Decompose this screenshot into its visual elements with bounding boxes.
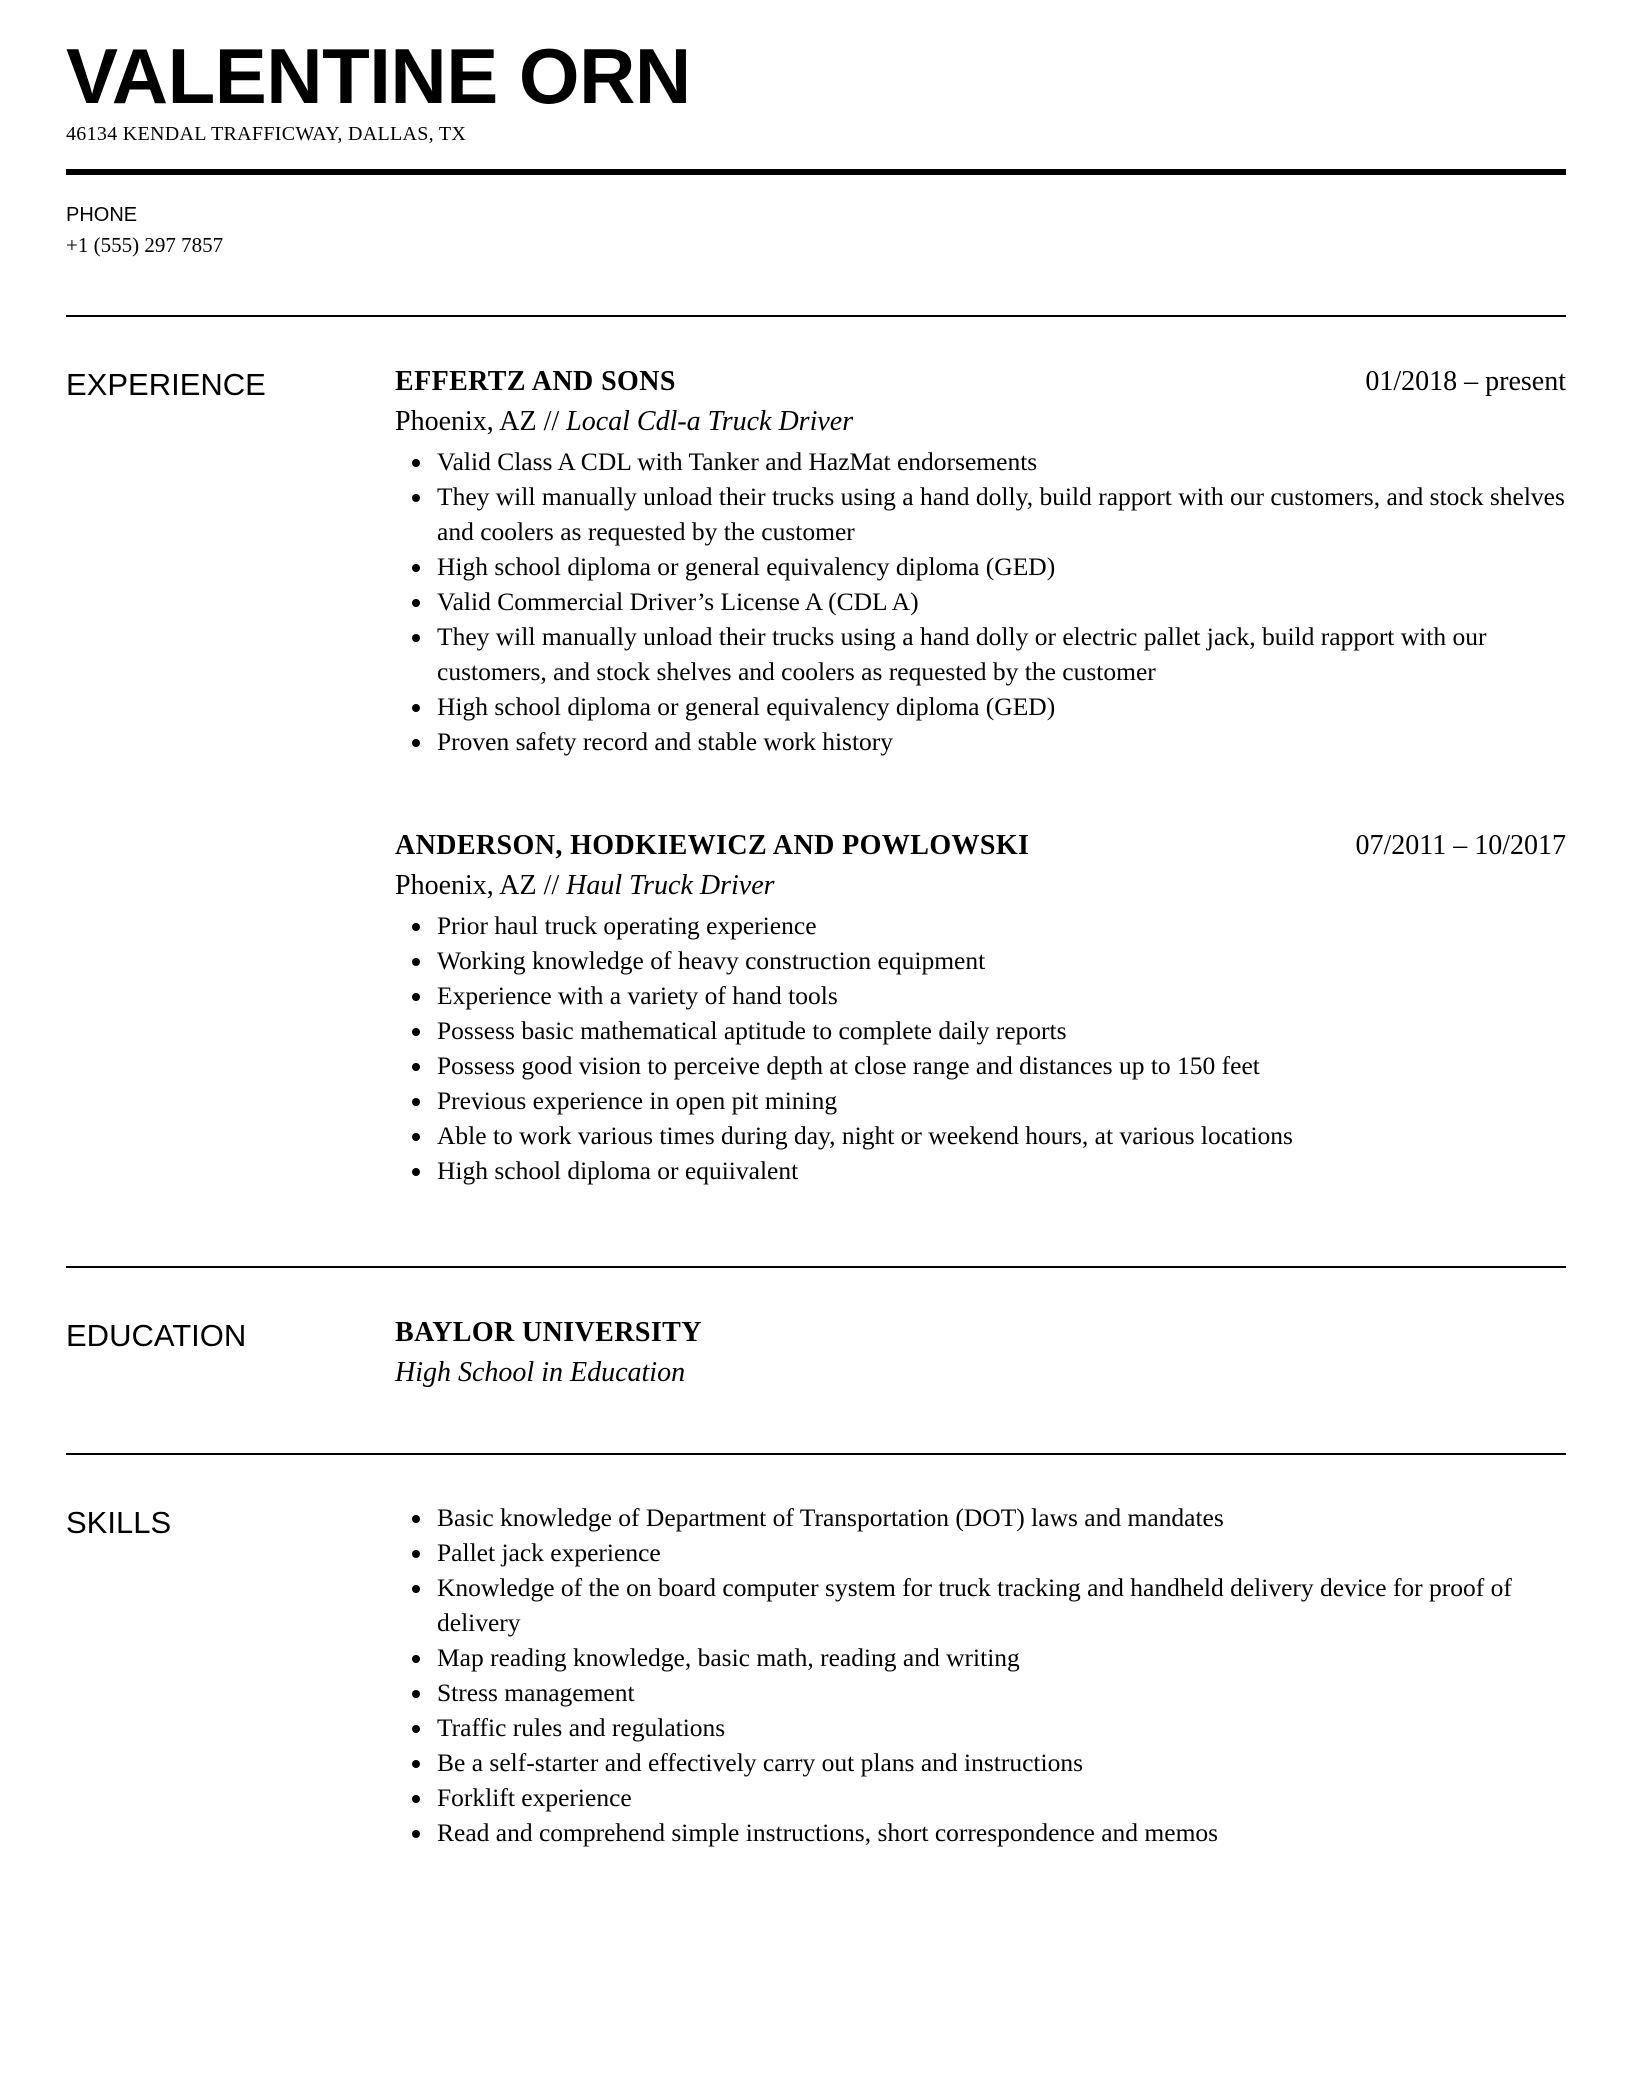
skill-item: Pallet jack experience (437, 1535, 1566, 1570)
education-entry (395, 1313, 1566, 1393)
education-divider (66, 1453, 1566, 1455)
experience-heading: EXPERIENCE (66, 367, 266, 402)
job-bullet: Possess basic mathematical aptitude to complete daily reports (437, 1013, 1566, 1048)
job-bullet: Possess good vision to perceive depth at close range and distances up to 150 feet (437, 1048, 1566, 1083)
job-bullet: They will manually unload their trucks using a hand dolly or electric pallet jack, build rapport with our customers, and stock shelves and coolers as requested by the customer (437, 619, 1566, 689)
job-bullets (395, 908, 1566, 1188)
job-entry (395, 826, 1566, 1188)
candidate-name: VALENTINE ORN (66, 32, 691, 120)
job-dates: 07/2011 – 10/2017 (1355, 830, 1566, 861)
school-name: BAYLOR UNIVERSITY (395, 1317, 702, 1348)
skill-item: Be a self-starter and effectively carry out plans and instructions (437, 1745, 1566, 1780)
skill-item: Knowledge of the on board computer system for truck tracking and handheld delivery device for proof of delivery (437, 1570, 1566, 1640)
job-bullet: Working knowledge of heavy construction equipment (437, 943, 1566, 978)
skills-list (395, 1500, 1566, 1850)
job-bullet: High school diploma or equiivalent (437, 1153, 1566, 1188)
job-bullet: High school diploma or general equivalency diploma (GED) (437, 689, 1566, 724)
contact-divider (66, 315, 1566, 317)
skill-item: Basic knowledge of Department of Transportation (DOT) laws and mandates (437, 1500, 1566, 1535)
job-bullet: Valid Commercial Driver’s License A (CDL A) (437, 584, 1566, 619)
job-bullet: They will manually unload their trucks using a hand dolly, build rapport with our customers, and stock shelves and coolers as requested by the customer (437, 479, 1566, 549)
education-header (395, 1313, 1566, 1353)
job-bullet: Proven safety record and stable work history (437, 724, 1566, 759)
experience-divider (66, 1266, 1566, 1268)
job-header (395, 362, 1566, 402)
job-bullet: Previous experience in open pit mining (437, 1083, 1566, 1118)
degree: High School in Education (395, 1357, 686, 1388)
job-company: EFFERTZ AND SONS (395, 366, 676, 397)
job-bullet: Valid Class A CDL with Tanker and HazMat endorsements (437, 444, 1566, 479)
candidate-address: 46134 KENDAL TRAFFICWAY, DALLAS, TX (66, 123, 467, 145)
skill-item: Read and comprehend simple instructions, short correspondence and memos (437, 1815, 1566, 1850)
skill-item: Stress management (437, 1675, 1566, 1710)
education-heading: EDUCATION (66, 1318, 247, 1353)
job-bullet: Experience with a variety of hand tools (437, 978, 1566, 1013)
job-location: Phoenix, AZ (395, 870, 537, 901)
phone-number: +1 (555) 297 7857 (66, 233, 224, 257)
skill-item: Traffic rules and regulations (437, 1710, 1566, 1745)
skill-item: Forklift experience (437, 1780, 1566, 1815)
job-location-role (395, 402, 1566, 442)
skill-item: Map reading knowledge, basic math, reading and writing (437, 1640, 1566, 1675)
job-bullets (395, 444, 1566, 759)
skills-list-container (395, 1500, 1566, 1850)
job-dates: 01/2018 – present (1365, 366, 1566, 397)
location-role-separator: // (536, 406, 567, 437)
job-bullet: High school diploma or general equivalency diploma (GED) (437, 549, 1566, 584)
job-entry (395, 362, 1566, 759)
job-header (395, 826, 1566, 866)
job-location: Phoenix, AZ (395, 406, 537, 437)
job-bullet: Able to work various times during day, night or weekend hours, at various locations (437, 1118, 1566, 1153)
job-role: Local Cdl-a Truck Driver (566, 406, 854, 437)
job-location-role (395, 866, 1566, 906)
location-role-separator: // (536, 870, 567, 901)
job-role: Haul Truck Driver (566, 870, 775, 901)
skills-heading: SKILLS (66, 1505, 172, 1540)
job-bullet: Prior haul truck operating experience (437, 908, 1566, 943)
job-company: ANDERSON, HODKIEWICZ AND POWLOWSKI (395, 830, 1030, 861)
header-divider (66, 169, 1566, 175)
phone-label: PHONE (66, 204, 138, 226)
